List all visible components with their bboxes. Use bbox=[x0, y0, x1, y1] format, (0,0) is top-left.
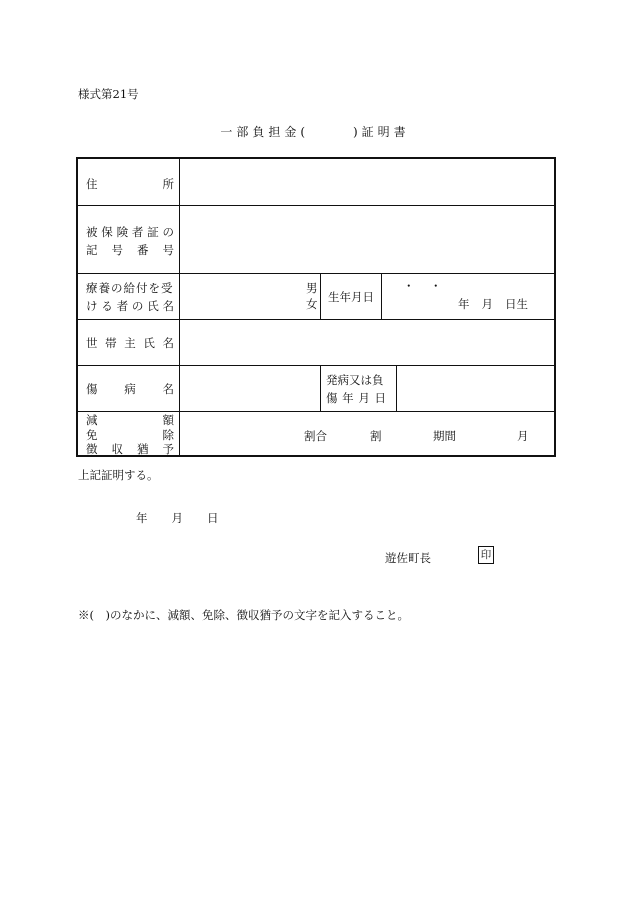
certificate-table bbox=[76, 157, 556, 457]
illness-name-field[interactable] bbox=[182, 367, 318, 409]
dob-separators: ・ ・ bbox=[403, 279, 444, 293]
ratio-label: 割合 bbox=[304, 429, 327, 443]
household-head-name-field[interactable] bbox=[182, 321, 552, 363]
row-divider bbox=[78, 365, 554, 366]
label-column-divider bbox=[179, 159, 180, 457]
issue-date: 年 月 日 bbox=[136, 511, 219, 525]
cell-divider bbox=[320, 273, 321, 319]
reduction-type-label: 減 額 免 除 徴 収 猶 予 bbox=[86, 413, 174, 456]
row-divider bbox=[78, 205, 554, 206]
mayor-title: 遊佐町長 bbox=[385, 551, 431, 565]
insurance-card-label: 被 保 険 者 証 の 記 号 番 号 bbox=[86, 225, 174, 257]
certification-statement: 上記証明する。 bbox=[78, 468, 159, 482]
row-divider bbox=[78, 319, 554, 320]
instruction-note: ※( )のなかに、減額、免除、徴収猶予の文字を記入すること。 bbox=[78, 608, 409, 622]
sex-options bbox=[306, 280, 318, 312]
seal-stamp: 印 bbox=[478, 546, 494, 564]
household-head-label: 世 帯 主 氏 名 bbox=[86, 336, 174, 350]
title-prefix: 一部負担金( bbox=[220, 125, 309, 139]
cell-divider bbox=[320, 365, 321, 411]
sex-male[interactable]: 男 bbox=[306, 281, 318, 295]
cell-divider bbox=[396, 365, 397, 411]
address-field[interactable] bbox=[182, 161, 552, 203]
recipient-name-label: 療養の給付を受 け る 者 の 氏 名 bbox=[86, 281, 174, 313]
onset-date-field[interactable] bbox=[398, 367, 552, 409]
ratio-unit: 割 bbox=[370, 429, 382, 443]
row-divider bbox=[78, 411, 554, 412]
recipient-name-field[interactable] bbox=[182, 275, 302, 317]
dob-label: 生年月日 bbox=[328, 290, 374, 304]
insurance-card-number-field[interactable] bbox=[182, 207, 552, 271]
title-suffix: )証明書 bbox=[353, 125, 410, 139]
period-label: 期間 bbox=[433, 429, 456, 443]
cell-divider bbox=[381, 273, 382, 319]
address-label: 住 所 bbox=[86, 177, 174, 191]
row-divider bbox=[78, 273, 554, 274]
dob-suffix: 年 月 日生 bbox=[458, 297, 528, 311]
period-unit: 月 bbox=[517, 429, 529, 443]
sex-female[interactable]: 女 bbox=[306, 297, 318, 311]
form-number: 様式第21号 bbox=[78, 87, 139, 101]
ratio-field[interactable] bbox=[328, 421, 366, 451]
period-field[interactable] bbox=[462, 421, 512, 451]
document-title bbox=[0, 123, 630, 140]
onset-date-label: 発病又は負 傷 年 月 日 bbox=[326, 373, 386, 405]
illness-name-label: 傷 病 名 bbox=[86, 382, 174, 396]
